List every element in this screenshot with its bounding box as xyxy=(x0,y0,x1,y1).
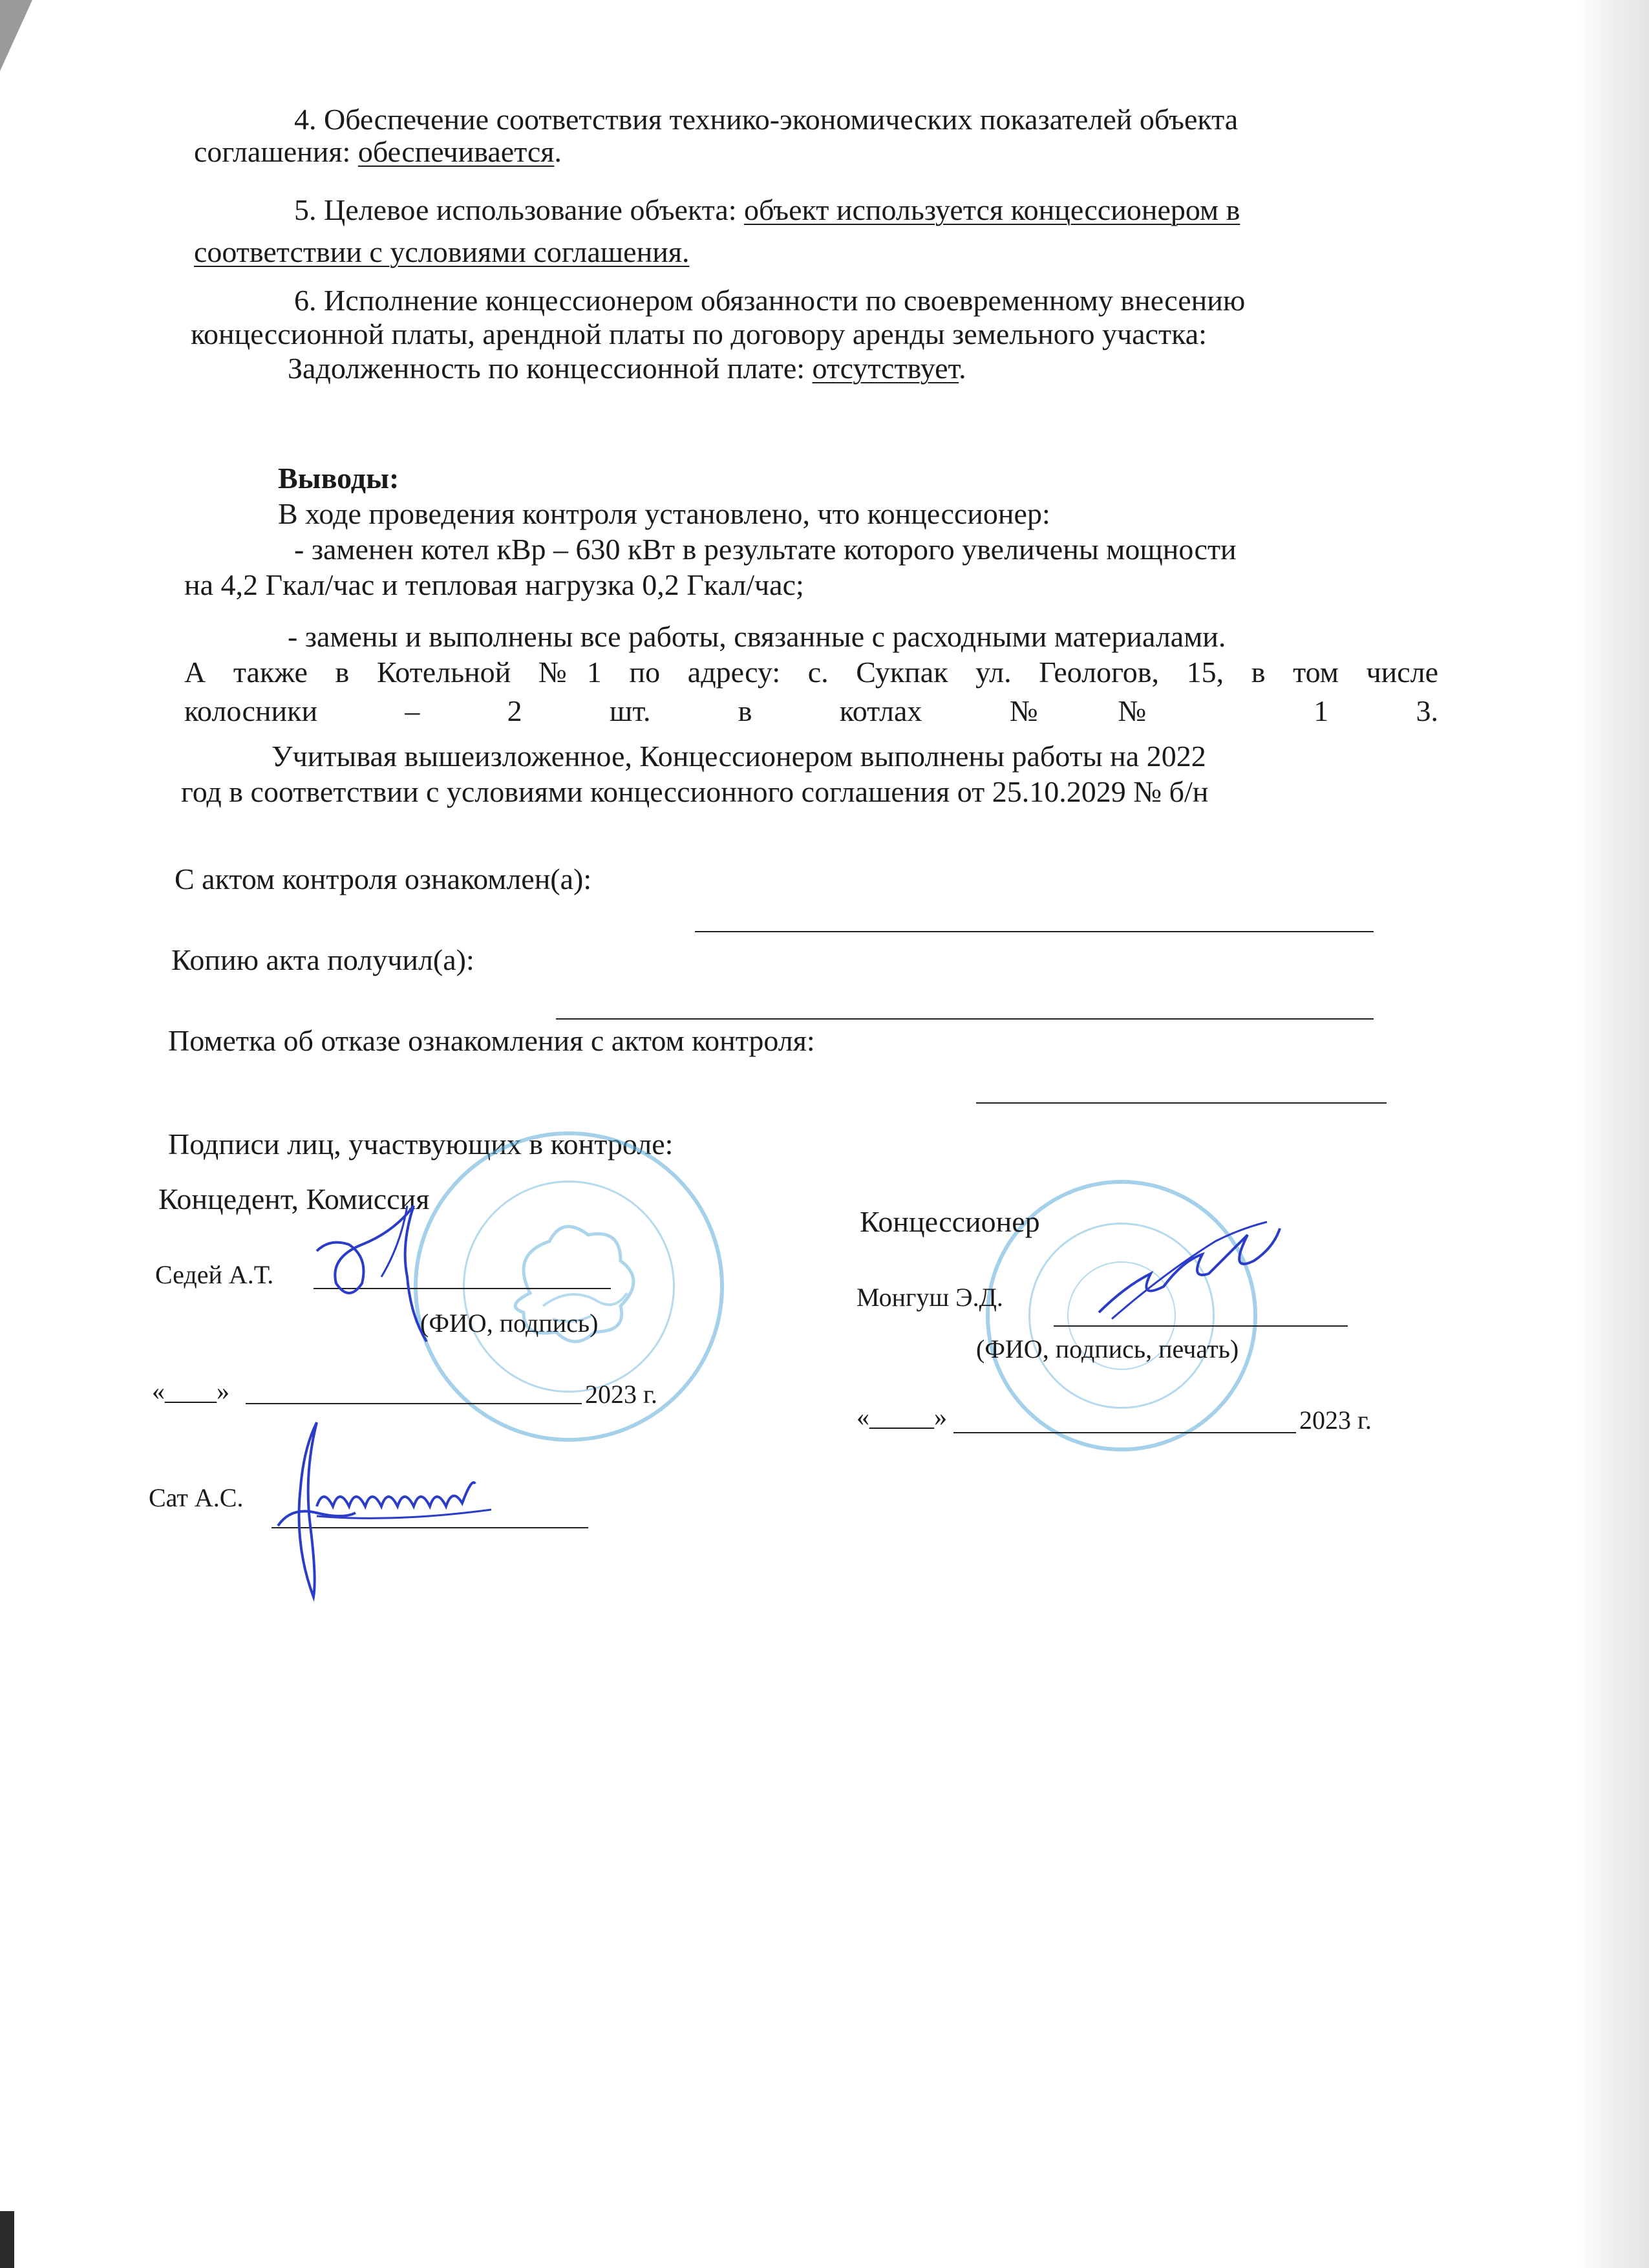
summary-line-2: год в соответствии с условиями концессионного соглашения от 25.10.2029 № б/н xyxy=(181,775,1209,808)
debt-prefix: Задолженность по концессионной плате: xyxy=(288,352,813,385)
concedent-title: Концедент, Комиссия xyxy=(158,1182,430,1215)
signature-1-icon xyxy=(310,1199,478,1348)
paragraph-4-line-1: 4. Обеспечение соответствия технико-экономических показателей объекта xyxy=(294,103,1239,136)
conclusion-item-1-line-1: - заменен котел кВр – 630 кВт в результате которого увеличены мощности xyxy=(294,533,1237,566)
paragraph-5-line-2: соответствии с условиями соглашения. xyxy=(194,235,690,268)
paragraph-4-line-2 xyxy=(194,136,562,168)
signature-2-icon xyxy=(265,1409,511,1603)
conclusion-item-1-line-2: на 4,2 Гкал/час и тепловая нагрузка 0,2 Гкал/час; xyxy=(184,568,804,601)
date-open-quote: « xyxy=(856,1402,869,1431)
left-date-year: 2023 г. xyxy=(585,1380,657,1409)
paragraph-4-suffix: . xyxy=(554,135,562,168)
debt-value: отсутствует xyxy=(812,352,959,385)
paragraph-5-line-1 xyxy=(294,194,1240,226)
date-close-quote: » xyxy=(217,1376,229,1406)
left-date xyxy=(152,1377,229,1406)
scan-corner xyxy=(0,2211,14,2268)
scan-corner xyxy=(0,0,32,71)
paragraph-6-line-1: 6. Исполнение концессионером обязанности по своевременному внесению xyxy=(294,284,1246,317)
date-day-blank: ____ xyxy=(165,1376,217,1406)
conclusions-intro: В ходе проведения контроля установлено, что концессионер: xyxy=(278,497,1050,530)
conclusion-item-2-line-3: колосники – 2 шт. в котлах №№ 1 3. xyxy=(184,694,1438,727)
paragraph-5-prefix: 5. Целевое использование объекта: xyxy=(294,193,745,226)
ack-refusal-line xyxy=(976,1102,1387,1104)
ack-refusal-label: Пометка об отказе ознакомления с актом контроля: xyxy=(168,1024,815,1057)
summary-line-1: Учитывая вышеизложенное, Концессионером выполнены работы на 2022 xyxy=(271,740,1206,773)
conclusion-item-2-line-1: - замены и выполнены все работы, связанные с расходными материалами. xyxy=(288,620,1226,653)
ack-familiarized-line xyxy=(695,931,1374,932)
signatures-heading: Подписи лиц, участвующих в контроле: xyxy=(168,1128,674,1161)
person-1-caption: (ФИО, подпись) xyxy=(420,1309,599,1338)
concessionaire-title: Концессионер xyxy=(860,1205,1040,1238)
ack-familiarized-label: С актом контроля ознакомлен(а): xyxy=(175,862,592,895)
right-date xyxy=(856,1403,947,1431)
date-day-blank: _____ xyxy=(869,1402,934,1431)
date-close-quote: » xyxy=(934,1402,947,1431)
paragraph-4-prefix: соглашения: xyxy=(194,135,358,168)
conclusions-heading: Выводы: xyxy=(278,462,399,495)
signature-3-icon xyxy=(1092,1215,1286,1345)
concessionaire-caption: (ФИО, подпись, печать) xyxy=(976,1334,1239,1364)
left-date-line xyxy=(246,1403,582,1404)
conclusion-item-2-line-2: А также в Котельной №1 по адресу: с. Сукпак ул. Геологов, 15, в том числе xyxy=(184,656,1438,689)
date-open-quote: « xyxy=(152,1376,165,1406)
debt-suffix: . xyxy=(959,352,966,385)
ack-copy-line xyxy=(556,1018,1374,1020)
concessionaire-person-name: Монгуш Э.Д. xyxy=(856,1283,1003,1312)
paragraph-6-line-2: концессионной платы, арендной платы по договору аренды земельного участка: xyxy=(191,317,1207,350)
scan-edge xyxy=(1578,0,1649,2268)
ack-copy-label: Копию акта получил(а): xyxy=(171,943,474,976)
person-2-name: Сат А.С. xyxy=(149,1483,244,1512)
paragraph-4-value: обеспечивается xyxy=(357,135,555,168)
debt-line xyxy=(288,352,966,385)
paragraph-5-value: объект используется концессионером в xyxy=(744,193,1240,226)
right-date-line xyxy=(953,1432,1296,1433)
person-1-name: Седей А.Т. xyxy=(155,1260,274,1289)
right-date-year: 2023 г. xyxy=(1299,1406,1372,1435)
